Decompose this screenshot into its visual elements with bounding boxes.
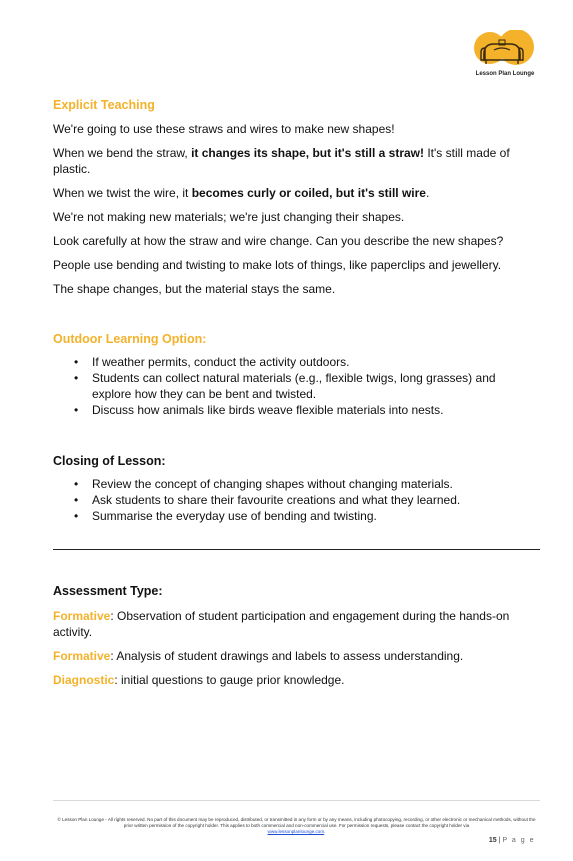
- closing-section: [53, 454, 460, 524]
- assessment-row: [53, 648, 523, 664]
- assessment-type-label: Formative: [53, 609, 111, 623]
- page-label: P a g e: [502, 837, 535, 844]
- bold-text-run: it changes its shape, but it's still a straw!: [191, 146, 424, 160]
- lounge-sofa-icon: [472, 30, 538, 72]
- copyright-footer: [53, 817, 540, 835]
- list-item: • Discuss how animals like birds weave flexible materials into nests.: [92, 402, 533, 418]
- outdoor-learning-heading: Outdoor Learning Option:: [53, 332, 207, 346]
- closing-heading: Closing of Lesson:: [53, 454, 166, 468]
- footer-suffix: .: [324, 829, 326, 834]
- section-divider: [53, 549, 540, 550]
- list-item: • Students can collect natural materials (e.g., flexible twigs, long grasses) and explore how they can be bent and twisted.: [92, 370, 533, 402]
- assessment-text: : Observation of student participation and engagement during the hands-on activity.: [53, 609, 510, 639]
- brand-logo: [472, 30, 538, 82]
- assessment-type-label: Diagnostic: [53, 673, 115, 687]
- text-run: When we bend the straw,: [53, 146, 192, 160]
- bold-text-run: becomes curly or coiled, but it's still wire: [191, 186, 426, 200]
- page-number: [489, 837, 535, 844]
- text-run: When we twist the wire, it: [53, 186, 192, 200]
- outdoor-learning-section: [53, 332, 533, 418]
- explicit-teaching-section: [53, 98, 533, 297]
- explicit-paragraph-4: We're not making new materials; we're just changing their shapes.: [53, 210, 405, 224]
- explicit-paragraph-3: [53, 185, 533, 201]
- explicit-paragraph-6: People use bending and twisting to make lots of things, like paperclips and jewellery.: [53, 258, 502, 272]
- website-link[interactable]: www.lessonplanlounge.com: [267, 829, 325, 834]
- list-item: • Summarise the everyday use of bending and twisting.: [92, 508, 460, 524]
- logo-text: Lesson Plan Lounge: [475, 71, 535, 77]
- closing-list: [53, 476, 460, 524]
- page-separator: |: [498, 837, 501, 844]
- assessment-heading: Assessment Type:: [53, 584, 163, 598]
- explicit-paragraph-5: Look carefully at how the straw and wire change. Can you describe the new shapes?: [53, 234, 504, 248]
- assessment-text: : Analysis of student drawings and labels to assess understanding.: [110, 649, 464, 663]
- list-item: • If weather permits, conduct the activity outdoors.: [92, 354, 533, 370]
- explicit-paragraph-2: [53, 145, 533, 177]
- assessment-section: [53, 584, 523, 696]
- copyright-text: © Lesson Plan Lounge - All rights reserved. No part of this document may be reproduced, distributed, or transmitted in any form or by any means, including photocopying, recording, or other electronic or mechanical methods, without the prior written permission of the copyright holder. This applies to both commercial and non-commercial use. For permission requests, please contact the copyright holder via: [57, 817, 536, 828]
- page-content: [53, 96, 533, 687]
- explicit-teaching-heading: Explicit Teaching: [53, 98, 155, 112]
- list-item: • Ask students to share their favourite creations and what they learned.: [92, 492, 460, 508]
- page-number-value: 15: [488, 837, 497, 844]
- assessment-type-label: Formative: [53, 649, 111, 663]
- assessment-row: [53, 608, 523, 640]
- assessment-text: : initial questions to gauge prior knowledge.: [114, 673, 345, 687]
- explicit-paragraph-1: We're going to use these straws and wires to make new shapes!: [53, 122, 395, 136]
- text-run: .: [425, 186, 430, 200]
- footer-divider: [53, 800, 540, 801]
- list-item: • Review the concept of changing shapes without changing materials.: [92, 476, 460, 492]
- explicit-paragraph-7: The shape changes, but the material stays the same.: [53, 282, 336, 296]
- assessment-row: [53, 672, 523, 688]
- text-run: It's still made of plastic.: [53, 146, 510, 176]
- outdoor-list: [53, 354, 533, 418]
